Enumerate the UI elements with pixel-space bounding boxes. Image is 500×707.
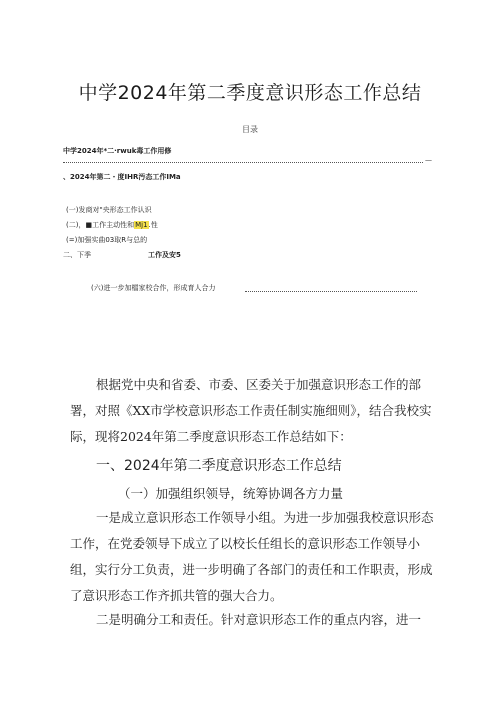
body-paragraph: 根据党中央和省委、市委、区委关于加强意识形态工作的部署，对照《XX市学校意识形态工作责任制实施细则》，结合我校实际，现将2024年第二季度意识形态工作总结如下： <box>70 377 432 444</box>
page-title: 中学2024年第二季度意识形态工作总结 <box>78 82 422 104</box>
body-paragraph: 二是明确分工和责任。针对意识形态工作的重点内容，进一 <box>96 612 422 627</box>
subsection-heading: （一）加强组织领导，统筹协调各方力量 <box>118 486 344 501</box>
highlight-mark: Mj1 <box>135 221 148 229</box>
toc-entry[interactable]: 、2024年第二・度IHR汚态工作IMa <box>63 173 181 181</box>
toc-leader-dots <box>63 162 423 163</box>
toc-entry[interactable]: 二、下季 <box>63 251 91 259</box>
body-paragraph: 一是成立意识形态工作领导小组。为进一步加强我校意识形态工作，在党委领导下成立了以校长任组长的意识形态工作领导小组，实行分工负责，进一步明确了各部门的责任和工作职责，形成了意识形态工作齐抓共管的强大合力。 <box>70 510 434 603</box>
toc-heading: 目录 <box>242 125 258 134</box>
toc-leader-dots <box>245 291 417 292</box>
section-heading: 一、2024年第二季度意识形态工作总结 <box>96 458 342 474</box>
toc-dash: — <box>425 156 432 164</box>
toc-entry-part[interactable]: 工作及安5 <box>148 251 181 259</box>
toc-entry[interactable]: (=)加强实曲03取R与总的 <box>66 236 148 244</box>
toc-entry[interactable]: 中学2024年*二·rwuk毒工作用修 <box>63 147 172 155</box>
toc-entry[interactable]: (一)发商对"央形态工作认识 <box>66 206 152 214</box>
toc-entry[interactable]: (六)进一步加檔家校合作，形成育人合力 <box>91 284 216 292</box>
toc-entry[interactable]: (二)，■工作主动性和Mj1.性 <box>66 221 158 229</box>
